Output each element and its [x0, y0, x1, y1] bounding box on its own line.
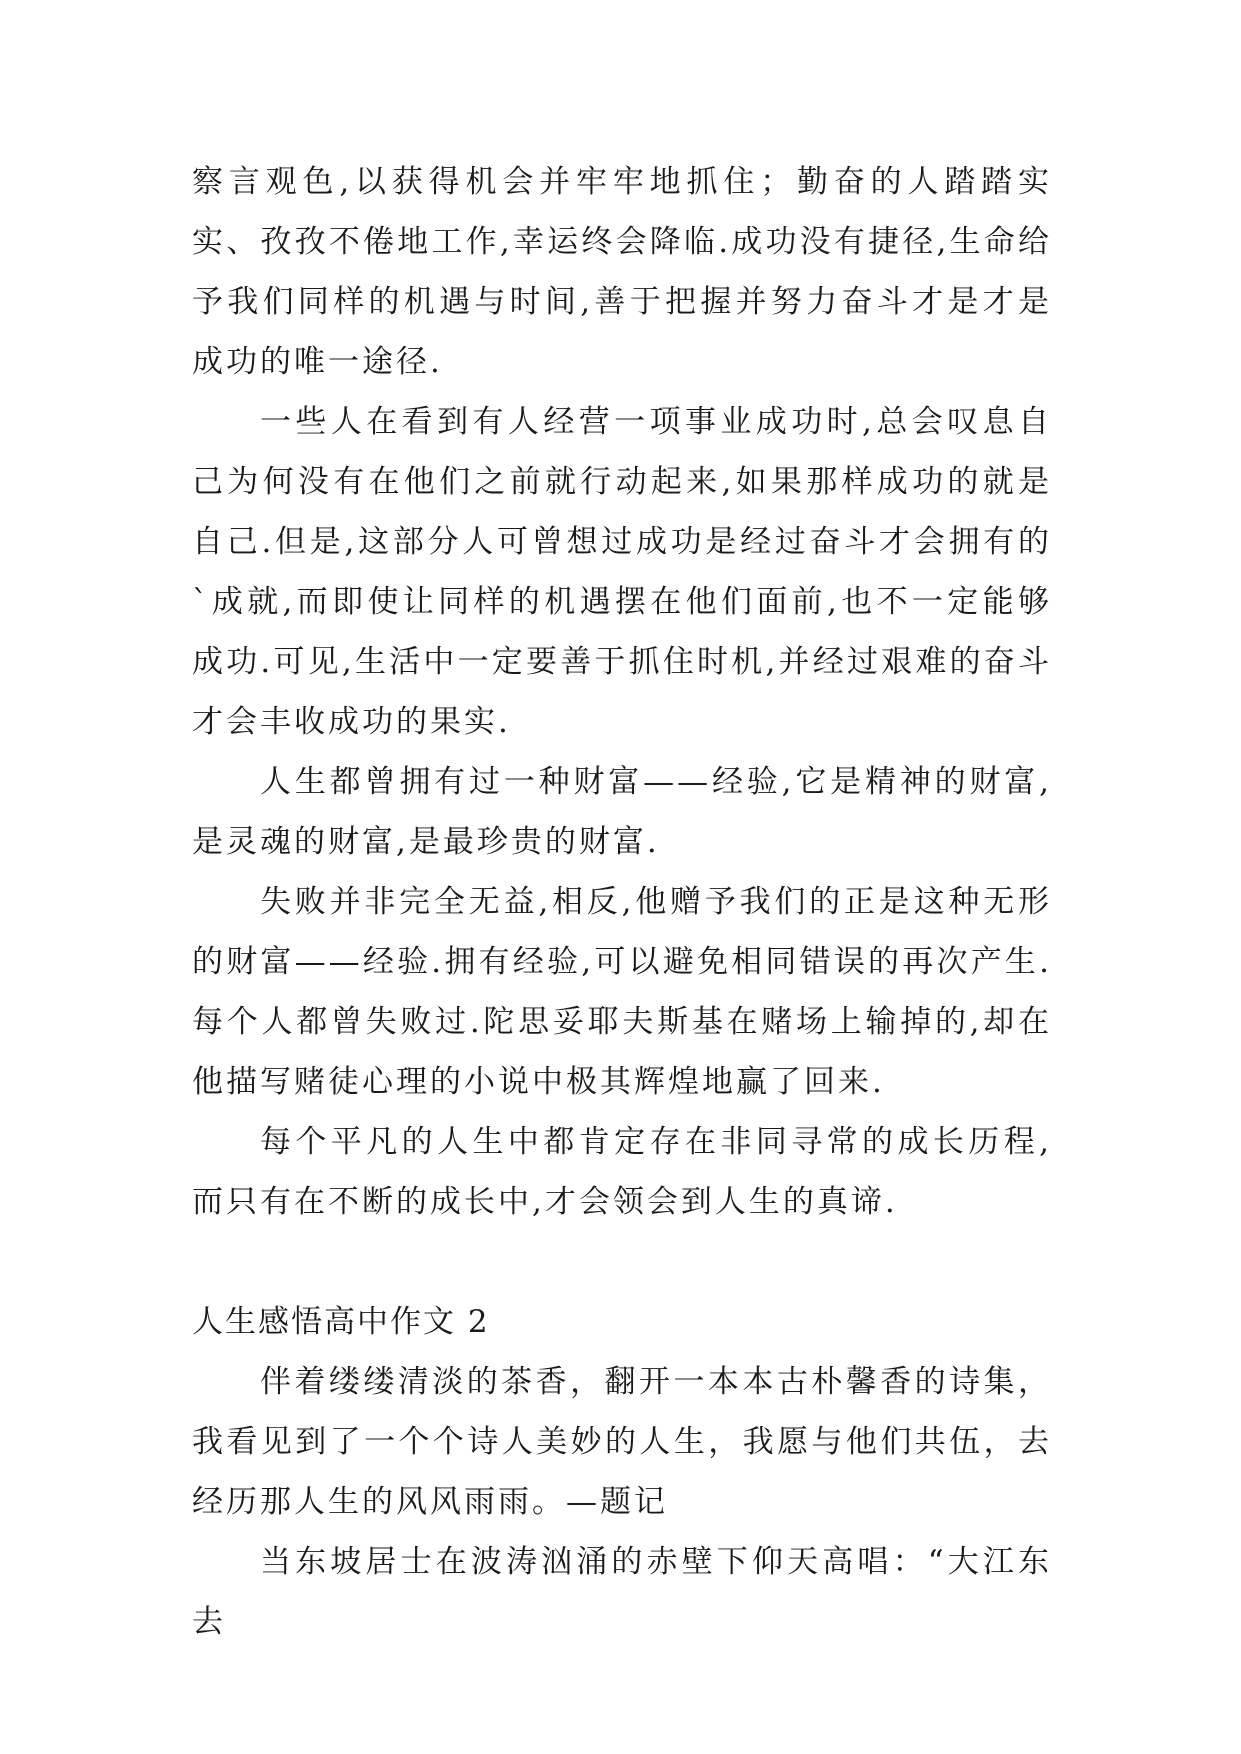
paragraph: 伴着缕缕清淡的茶香，翻开一本本古朴馨香的诗集，我看见到了一个个诗人美妙的人生，我愿与他们共伍，去经历那人生的风风雨雨。—题记 — [192, 1364, 1052, 1520]
paragraph: 察言观色,以获得机会并牢牢地抓住；勤奋的人踏踏实实、孜孜不倦地工作,幸运终会降临.成功没有捷径,生命给予我们同样的机遇与时间,善于把握并努力奋斗才是才是成功的唯一途径. — [192, 164, 1052, 380]
paragraph: 当东坡居士在波涛汹涌的赤壁下仰天高唱：“大江东去 — [192, 1544, 1052, 1640]
document-body — [192, 152, 1052, 1652]
paragraph: 每个平凡的人生中都肯定存在非同寻常的成长历程,而只有在不断的成长中,才会领会到人生的真谛. — [192, 1124, 1052, 1220]
paragraph: 人生都曾拥有过一种财富——经验,它是精神的财富,是灵魂的财富,是最珍贵的财富. — [192, 764, 1052, 860]
paragraph: 一些人在看到有人经营一项事业成功时,总会叹息自己为何没有在他们之前就行动起来,如果那样成功的就是自己.但是,这部分人可曾想过成功是经过奋斗才会拥有的`成就,而即使让同样的机遇摆在他们面前,也不一定能够成功.可见,生活中一定要善于抓住时机,并经过艰难的奋斗才会丰收成功的果实. — [192, 404, 1052, 740]
paragraph: 失败并非完全无益,相反,他赠予我们的正是这种无形的财富——经验.拥有经验,可以避免相同错误的再次产生.每个人都曾失败过.陀思妥耶夫斯基在赌场上输掉的,却在他描写赌徒心理的小说中极其辉煌地赢了回来. — [192, 884, 1052, 1100]
section-title: 人生感悟高中作文 2 — [192, 1304, 490, 1340]
